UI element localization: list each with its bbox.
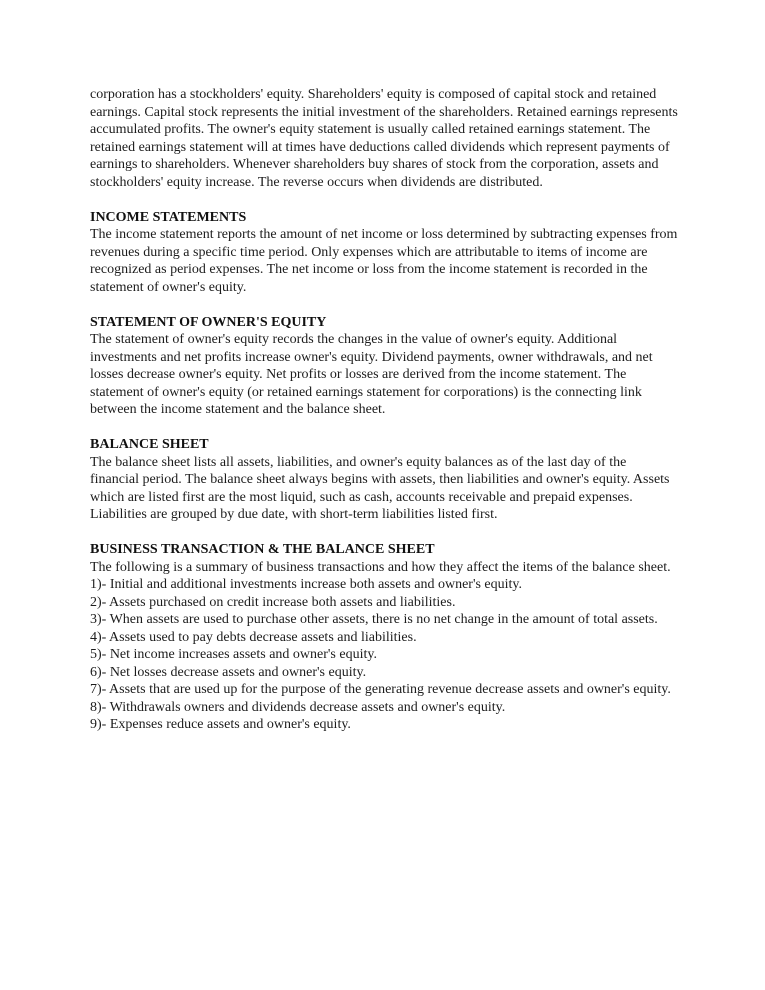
list-item: 4)- Assets used to pay debts decrease assets and liabilities.	[90, 629, 417, 645]
section-heading-income-statements: INCOME STATEMENTS	[90, 209, 247, 225]
list-item: 1)- Initial and additional investments increase both assets and owner's equity.	[90, 577, 523, 592]
list-item: 8)- Withdrawals owners and dividends decrease assets and owner's equity.	[90, 699, 506, 715]
list-item: 2)- Assets purchased on credit increase both assets and liabilities.	[90, 594, 456, 610]
section-body-balance-sheet: The balance sheet lists all assets, liabilities, and owner's equity balances as of the last day of the financial period. The balance sheet always begins with assets, then liabilities and owner's equity. Assets which are listed first are the most liquid, such as cash, accounts receivable and prepaid expenses. Liabilities are grouped by due date, with short-term liabilities listed first.	[90, 454, 670, 522]
list-item: 7)- Assets that are used up for the purpose of the generating revenue decrease assets and owner's equity.	[90, 682, 671, 697]
section-body-business-transaction: The following is a summary of business transactions and how they affect the items of the balance sheet.	[90, 559, 671, 575]
list-item: 5)- Net income increases assets and owner's equity.	[90, 647, 377, 662]
section-body-statement-of-owners-equity: The statement of owner's equity records the changes in the value of owner's equity. Additional investments and net profits increase owner's equity. Dividend payments, owner withdrawals, and net losses decrease owner's equity. Net profits or losses are derived from the income statement. The statement of owner's equity (or retained earnings statement for corporations) is the connecting link between the income statement and the balance sheet.	[90, 332, 653, 417]
section-heading-balance-sheet: BALANCE SHEET	[90, 437, 209, 452]
document-text-block	[90, 86, 678, 734]
list-item: 9)- Expenses reduce assets and owner's equity.	[90, 717, 351, 732]
transaction-list	[90, 576, 678, 734]
section-body-income-statements: The income statement reports the amount of net income or loss determined by subtracting expenses from revenues during a specific time period. Only expenses which are attributable to items of income are recognized as period expenses. The net income or loss from the income statement is recorded in the statement of owner's equity.	[90, 227, 678, 295]
section-income-statements	[90, 209, 678, 297]
section-heading-statement-of-owners-equity: STATEMENT OF OWNER'S EQUITY	[90, 314, 327, 330]
section-balance-sheet	[90, 436, 678, 524]
intro-paragraph: corporation has a stockholders' equity. Shareholders' equity is composed of capital stock and retained earnings. Capital stock represents the initial investment of the shareholders. Retained earnings represents accumulated profits. The owner's equity statement is usually called retained earnings statement. The retained earnings statement will at times have deductions called dividends which represent payments of earnings to shareholders. Whenever shareholders buy shares of stock from the corporation, assets and stockholders' equity increase. The reverse occurs when dividends are distributed.	[90, 87, 678, 190]
section-heading-business-transaction: BUSINESS TRANSACTION & THE BALANCE SHEET	[90, 542, 435, 557]
section-business-transaction	[90, 541, 678, 734]
list-item: 6)- Net losses decrease assets and owner's equity.	[90, 664, 367, 680]
section-statement-of-owners-equity	[90, 314, 678, 419]
list-item: 3)- When assets are used to purchase other assets, there is no net change in the amount of total assets.	[90, 612, 658, 627]
